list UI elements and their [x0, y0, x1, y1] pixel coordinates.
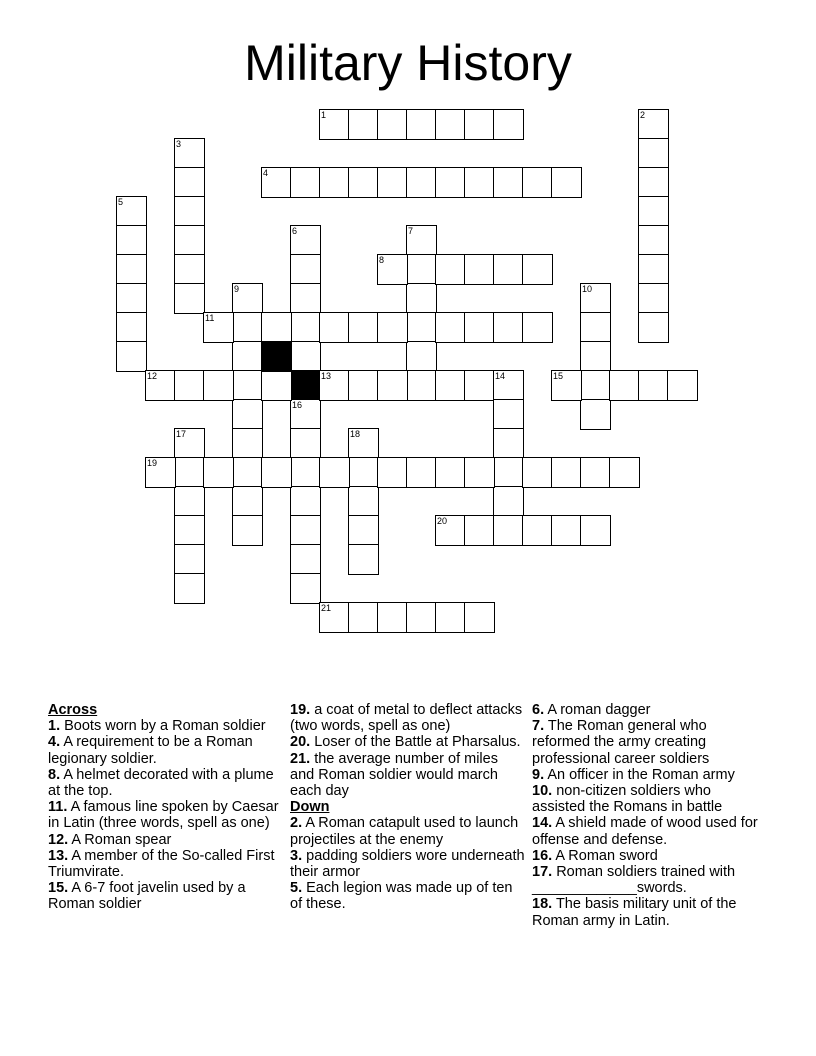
grid-cell[interactable]	[348, 109, 379, 140]
across-clue-8: 8. A helmet decorated with a plume at the top.	[48, 766, 274, 800]
down-heading: Down	[290, 799, 330, 816]
cell-number: 20	[437, 516, 448, 526]
grid-cell[interactable]	[638, 138, 669, 169]
grid-cell[interactable]	[348, 486, 379, 517]
cell-number: 11	[205, 313, 215, 323]
grid-cell[interactable]	[290, 428, 321, 459]
grid-cell[interactable]	[174, 283, 205, 314]
cell-number: 13	[321, 371, 332, 381]
grid-cell[interactable]	[435, 254, 466, 285]
grid-cell[interactable]	[435, 312, 466, 343]
across-clue-11: 11. A famous line spoken by Caesar in Latin (three words, spell as one)	[48, 799, 279, 832]
grid-cell[interactable]	[638, 370, 669, 401]
grid-cell[interactable]	[290, 254, 321, 285]
cell-number: 14	[495, 371, 506, 381]
grid-cell[interactable]	[464, 370, 495, 401]
grid-cell[interactable]	[203, 457, 234, 488]
grid-cell[interactable]	[290, 167, 321, 198]
grid-cell[interactable]	[638, 254, 669, 285]
clues-column-1	[48, 702, 280, 913]
cell-number: 21	[321, 603, 332, 613]
grid-cell[interactable]	[116, 254, 147, 285]
grid-cell[interactable]	[377, 457, 408, 488]
page-title: Military History	[244, 35, 572, 91]
grid-cell[interactable]	[174, 254, 205, 285]
grid-cell[interactable]	[377, 109, 408, 140]
grid-cell[interactable]	[174, 225, 205, 256]
grid-cell[interactable]	[406, 312, 437, 343]
grid-cell[interactable]	[174, 573, 205, 604]
grid-cell[interactable]	[290, 515, 321, 546]
grid-cell[interactable]	[638, 283, 669, 314]
across-heading: Across	[48, 702, 98, 718]
across-clue-21: 21. the average number of miles and Roman soldier would march each day	[290, 750, 498, 800]
down-clue-17: 17. Roman soldiers trained with _____________swords.	[532, 864, 736, 897]
grid-cell[interactable]	[290, 283, 321, 314]
grid-cell[interactable]	[174, 428, 205, 459]
grid-cell[interactable]	[464, 515, 495, 546]
grid-cell[interactable]	[493, 428, 524, 459]
grid-cell[interactable]	[464, 254, 495, 285]
grid-cell[interactable]	[232, 399, 263, 430]
grid-cell[interactable]	[667, 370, 698, 401]
grid-cell[interactable]	[493, 312, 524, 343]
across-clue-13: 13. A member of the So-called First Triumvirate.	[48, 847, 275, 881]
grid-cell[interactable]	[609, 457, 640, 488]
grid-cell[interactable]	[319, 312, 350, 343]
grid-cell[interactable]	[145, 370, 176, 401]
grid-cell[interactable]	[174, 515, 205, 546]
grid-cell[interactable]	[348, 457, 379, 488]
grid-cell[interactable]	[290, 544, 321, 575]
down-clue-5: 5. Each legion was made up of ten of these.	[290, 880, 513, 913]
grid-cell[interactable]	[522, 457, 553, 488]
grid-cell[interactable]	[464, 167, 495, 198]
grid-cell[interactable]	[406, 254, 437, 285]
grid-cell[interactable]	[261, 370, 292, 401]
grid-cell[interactable]	[493, 486, 524, 517]
across-clue-19: 19. a coat of metal to deflect attacks (two words, spell as one)	[290, 702, 523, 735]
grid-cell[interactable]	[290, 457, 321, 488]
black-cell	[290, 370, 321, 401]
grid-cell[interactable]	[261, 457, 292, 488]
grid-cell[interactable]	[406, 109, 437, 140]
grid-cell[interactable]	[174, 544, 205, 575]
grid-cell[interactable]	[348, 167, 379, 198]
across-clue-4: 4. A requirement to be a Roman legionary soldier.	[48, 734, 253, 767]
cell-number: 12	[147, 371, 158, 381]
grid-cell[interactable]	[406, 225, 437, 256]
across-clue-1: 1. Boots worn by a Roman soldier	[48, 718, 266, 735]
grid-cell[interactable]	[638, 196, 669, 227]
grid-cell[interactable]	[290, 312, 321, 343]
grid-cell[interactable]	[551, 457, 582, 488]
grid-cell[interactable]	[319, 370, 350, 401]
grid-cell[interactable]	[406, 457, 437, 488]
cell-number: 10	[582, 284, 593, 294]
cell-number: 19	[147, 458, 158, 468]
grid-cell[interactable]	[116, 196, 147, 227]
grid-cell[interactable]	[406, 341, 437, 372]
grid-cell[interactable]	[232, 486, 263, 517]
grid-cell[interactable]	[638, 109, 669, 140]
cell-number: 5	[118, 197, 124, 207]
grid-cell[interactable]	[638, 167, 669, 198]
clues-column-2	[290, 702, 526, 913]
grid-cell[interactable]	[348, 544, 379, 575]
grid-cell[interactable]	[435, 457, 466, 488]
cell-number: 8	[379, 255, 385, 265]
grid-cell[interactable]	[116, 312, 147, 343]
cell-number: 16	[292, 400, 303, 410]
clues-column-3	[532, 702, 768, 929]
cell-number: 15	[553, 371, 564, 381]
grid-cell[interactable]	[522, 167, 553, 198]
grid-cell[interactable]	[145, 457, 176, 488]
grid-cell[interactable]	[464, 602, 495, 633]
grid-cell[interactable]	[580, 312, 611, 343]
grid-cell[interactable]	[464, 109, 495, 140]
grid-cell[interactable]	[435, 370, 466, 401]
down-clue-6: 6. A roman dagger	[532, 702, 651, 718]
grid-cell[interactable]	[348, 370, 379, 401]
grid-cell[interactable]	[493, 399, 524, 430]
across-clue-12: 12. A Roman spear	[48, 831, 172, 848]
grid-cell[interactable]	[348, 312, 379, 343]
grid-cell[interactable]	[435, 167, 466, 198]
grid-cell[interactable]	[377, 167, 408, 198]
grid-cell[interactable]	[174, 486, 205, 517]
grid-cell[interactable]	[232, 283, 263, 314]
across-clue-15: 15. A 6-7 foot javelin used by a Roman soldier	[48, 880, 246, 913]
grid-cell[interactable]	[290, 573, 321, 604]
grid-cell[interactable]	[348, 515, 379, 546]
cell-number: 4	[263, 168, 269, 178]
grid-cell[interactable]	[319, 167, 350, 198]
grid-cell[interactable]	[232, 428, 263, 459]
down-clue-7: 7. The Roman general who reformed the army creating professional career soldiers	[532, 718, 710, 767]
cell-number: 7	[408, 226, 414, 236]
grid-cell[interactable]	[435, 602, 466, 633]
grid-cell[interactable]	[174, 196, 205, 227]
grid-cell[interactable]	[232, 341, 263, 372]
grid-cell[interactable]	[406, 602, 437, 633]
grid-cell[interactable]	[174, 457, 205, 488]
grid-cell[interactable]	[609, 370, 640, 401]
grid-cell[interactable]	[551, 370, 582, 401]
grid-cell[interactable]	[174, 138, 205, 169]
grid-cell[interactable]	[290, 341, 321, 372]
cell-number: 9	[234, 284, 240, 294]
grid-cell[interactable]	[551, 515, 582, 546]
grid-cell[interactable]	[435, 515, 466, 546]
grid-cell[interactable]	[290, 399, 321, 430]
grid-cell[interactable]	[493, 515, 524, 546]
grid-cell[interactable]	[435, 109, 466, 140]
grid-cell[interactable]	[319, 602, 350, 633]
down-clue-16: 16. A Roman sword	[532, 847, 658, 864]
grid-cell[interactable]	[377, 602, 408, 633]
grid-cell[interactable]	[580, 515, 611, 546]
grid-cell[interactable]	[203, 370, 234, 401]
black-cell	[261, 341, 292, 372]
grid-cell[interactable]	[406, 370, 437, 401]
grid-cell[interactable]	[290, 225, 321, 256]
grid-cell[interactable]	[319, 457, 350, 488]
grid-cell[interactable]	[348, 602, 379, 633]
grid-cell[interactable]	[174, 370, 205, 401]
grid-cell[interactable]	[580, 457, 611, 488]
grid-cell[interactable]	[377, 254, 408, 285]
grid-cell[interactable]	[319, 109, 350, 140]
grid-cell[interactable]	[464, 457, 495, 488]
grid-cell[interactable]	[493, 254, 524, 285]
grid-cell[interactable]	[493, 370, 524, 401]
grid-cell[interactable]	[580, 341, 611, 372]
grid-cell[interactable]	[638, 225, 669, 256]
grid-cell[interactable]	[580, 283, 611, 314]
down-clue-9: 9. An officer in the Roman army	[532, 766, 735, 783]
grid-cell[interactable]	[406, 167, 437, 198]
grid-cell[interactable]	[580, 370, 611, 401]
grid-cell[interactable]	[580, 399, 611, 430]
grid-cell[interactable]	[116, 283, 147, 314]
grid-cell[interactable]	[406, 283, 437, 314]
across-clue-20: 20. Loser of the Battle at Pharsalus.	[290, 734, 521, 751]
down-clue-18: 18. The basis military unit of the Roman army in Latin.	[532, 896, 737, 929]
grid-cell[interactable]	[493, 109, 524, 140]
grid-cell[interactable]	[232, 457, 263, 488]
grid-cell[interactable]	[232, 515, 263, 546]
cell-number: 18	[350, 429, 361, 439]
grid-cell[interactable]	[522, 515, 553, 546]
grid-cell[interactable]	[203, 312, 234, 343]
cell-number: 2	[640, 110, 646, 120]
down-clue-2: 2. A Roman catapult used to launch projectiles at the enemy	[290, 815, 519, 848]
cell-number: 1	[321, 110, 327, 120]
grid-cell[interactable]	[551, 167, 582, 198]
grid-cell[interactable]	[116, 225, 147, 256]
down-clue-10: 10. non-citizen soldiers who assisted the Romans in battle	[532, 783, 723, 816]
down-clue-3: 3. padding soldiers wore underneath their armor	[290, 847, 525, 881]
grid-cell[interactable]	[522, 254, 553, 285]
grid-cell[interactable]	[261, 167, 292, 198]
grid-cell[interactable]	[638, 312, 669, 343]
grid-cell[interactable]	[232, 370, 263, 401]
cell-number: 17	[176, 429, 187, 439]
cell-number: 3	[176, 139, 182, 149]
grid-cell[interactable]	[174, 167, 205, 198]
grid-cell[interactable]	[377, 312, 408, 343]
grid-cell[interactable]	[261, 312, 292, 343]
grid-cell[interactable]	[348, 428, 379, 459]
grid-cell[interactable]	[377, 370, 408, 401]
grid-cell[interactable]	[290, 486, 321, 517]
grid-cell[interactable]	[464, 312, 495, 343]
grid-cell[interactable]	[493, 457, 524, 488]
cell-number: 6	[292, 226, 298, 236]
grid-cell[interactable]	[522, 312, 553, 343]
grid-cell[interactable]	[493, 167, 524, 198]
grid-cell[interactable]	[116, 341, 147, 372]
grid-cell[interactable]	[232, 312, 263, 343]
down-clue-14: 14. A shield made of wood used for offense and defense.	[532, 815, 758, 848]
